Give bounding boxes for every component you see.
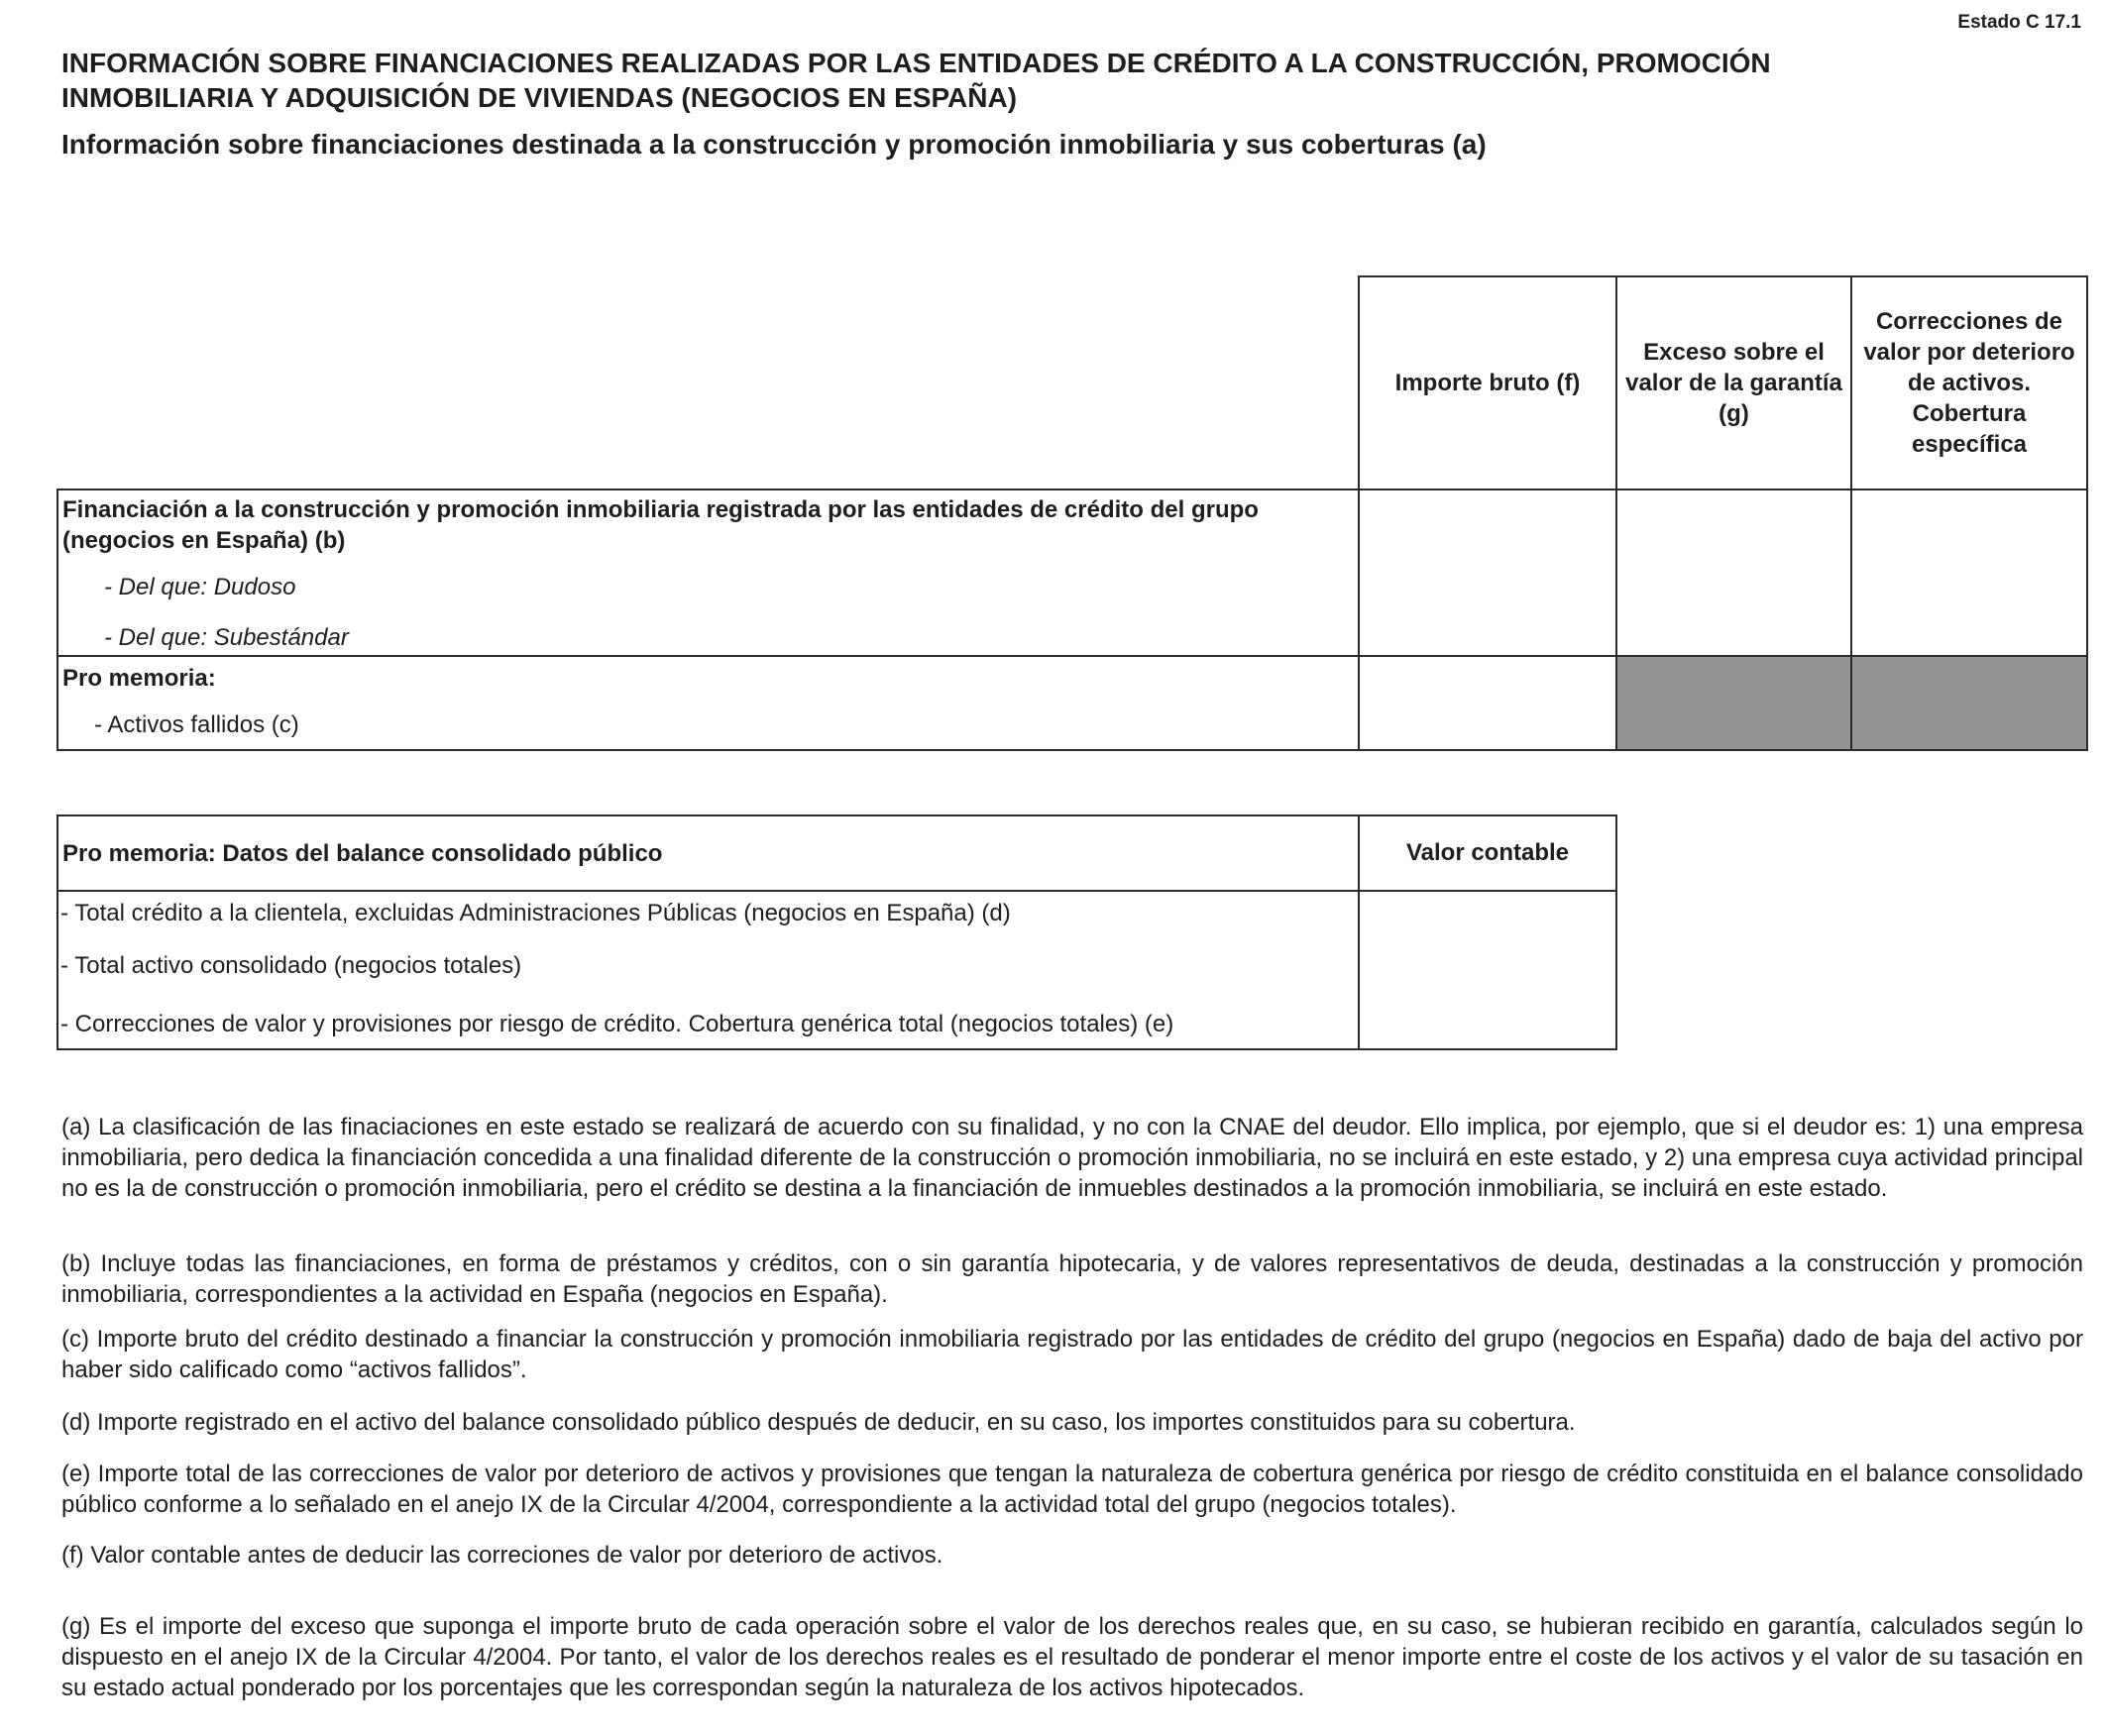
row-financiacion-label: Financiación a la construcción y promoción inmobiliaria registrada por las entidades de crédito del grupo (negocios en España) (b) (62, 496, 1259, 554)
cell-fallidos-exceso-disabled (1616, 656, 1851, 750)
header-blank-cell (57, 276, 1359, 489)
row-subestandar-label: - Del que: Subestándar (104, 624, 349, 651)
footnote-g: (g) Es el importe del exceso que suponga el importe bruto de cada operación sobre el valor de los derechos reales que, en su caso, se hubieran recibido en garantía, calculados según lo dispuesto en el anejo IX de la Circular 4/2004. Por tanto, el valor de los derechos reales es el resultado de ponderar el menor importe entre el coste de los activos y el valor de su tasación en su estado actual ponderado por los porcentajes que les correspondan según la naturaleza de los activos hipotecados. (61, 1613, 2083, 1701)
page-title: INFORMACIÓN SOBRE FINANCIACIONES REALIZADAS POR LAS ENTIDADES DE CRÉDITO A LA CONSTRUCCIÓN, PROMOCIÓN INMOBILIARIA Y ADQUISICIÓN DE VIVIENDAS (NEGOCIOS EN ESPAÑA) (61, 48, 1771, 113)
row-fallidos-label: - Activos fallidos (c) (94, 711, 299, 738)
row-pro-memoria-label-cell (57, 656, 1359, 750)
balance-row-activo-consolidado: - Total activo consolidado (negocios totales) (60, 952, 522, 979)
footnote-d: (d) Importe registrado en el activo del balance consolidado público después de deducir, en su caso, los importes constituidos para su cobertura. (61, 1409, 1576, 1436)
col-header-correcciones: Correcciones de valor por deterioro de activos. Cobertura específica (1851, 276, 2087, 489)
col-header-exceso-garantia: Exceso sobre el valor de la garantía (g) (1616, 276, 1851, 489)
footnote-e: (e) Importe total de las correcciones de valor por deterioro de activos y provisiones que tengan la naturaleza de cobertura genérica por riesgo de crédito constituida en el balance consolidado público conforme a lo señalado en el anejo IX de la Circular 4/2004, correspondiente a la actividad total del grupo (negocios totales). (61, 1461, 2083, 1518)
footnote-a: (a) La clasificación de las finaciaciones en este estado se realizará de acuerdo con su finalidad, y no con la CNAE del deudor. Ello implica, por ejemplo, que si el deudor es: 1) una empresa inmobiliaria, pero dedica la financiación concedida a una finalidad diferente de la construcción o promoción inmobiliaria, no se incluirá en este estado, y 2) una empresa cuya actividad principal no es la de construcción o promoción inmobiliaria, pero el crédito se destina a la financiación de inmuebles destinados a la promoción inmobiliaria, se incluirá en este estado. (61, 1114, 2083, 1202)
footnote-c: (c) Importe bruto del crédito destinado a financiar la construcción y promoción inmobiliaria registrado por las entidades de crédito del grupo (negocios en España) dado de baja del activo por haber sido calificado como “activos fallidos”. (61, 1326, 2083, 1383)
footnote-b: (b) Incluye todas las financiaciones, en forma de préstamos y créditos, con o sin garantía hipotecaria, y de valores representativos de deuda, destinadas a la construcción y promoción inmobiliaria, correspondientes a la actividad en España (negocios en España). (61, 1250, 2083, 1308)
cell-financiacion-exceso[interactable] (1616, 489, 1851, 656)
form-code: Estado C 17.1 (1957, 12, 2081, 33)
row-dudoso-label: - Del que: Dudoso (104, 574, 296, 600)
balance-row-credito-clientela: - Total crédito a la clientela, excluidas Administraciones Públicas (negocios en España) (d) (60, 900, 1011, 926)
cell-fallidos-importe[interactable] (1359, 656, 1616, 750)
row-pro-memoria-label: Pro memoria: (62, 665, 216, 692)
row-financiacion-label-cell (57, 489, 1359, 656)
balance-row-correcciones-genericas: - Correcciones de valor y provisiones por riesgo de crédito. Cobertura genérica total (negocios totales) (e) (60, 1011, 1174, 1037)
footnote-f: (f) Valor contable antes de deducir las correciones de valor por deterioro de activos. (61, 1542, 943, 1569)
cell-financiacion-correcciones[interactable] (1851, 489, 2087, 656)
financing-table (56, 275, 2088, 751)
cell-balance-valor-contable[interactable] (1359, 891, 1616, 1049)
balance-header-label: Pro memoria: Datos del balance consolidado público (57, 815, 1359, 891)
cell-fallidos-correcciones-disabled (1851, 656, 2087, 750)
balance-header-value: Valor contable (1359, 815, 1616, 891)
cell-financiacion-importe[interactable] (1359, 489, 1616, 656)
balance-rows-label-cell (57, 891, 1359, 1049)
col-header-importe-bruto: Importe bruto (f) (1359, 276, 1616, 489)
balance-table (56, 814, 1617, 1050)
page-subtitle: Información sobre financiaciones destinada a la construcción y promoción inmobiliaria y sus coberturas (a) (61, 129, 1487, 160)
